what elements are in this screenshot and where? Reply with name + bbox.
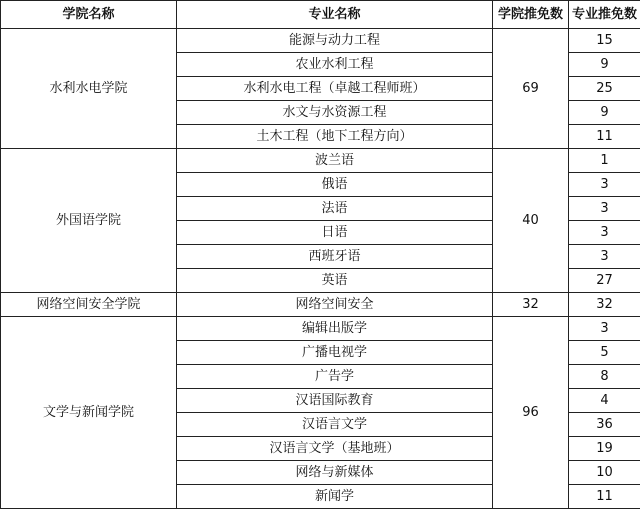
major-quota-cell: 9 — [569, 101, 640, 125]
major-name-cell: 广播电视学 — [177, 341, 493, 365]
major-name-cell: 新闻学 — [177, 485, 493, 509]
major-quota-cell: 4 — [569, 389, 640, 413]
major-quota-cell: 3 — [569, 317, 640, 341]
major-quota-cell: 10 — [569, 461, 640, 485]
major-name-cell: 英语 — [177, 269, 493, 293]
major-name-cell: 汉语国际教育 — [177, 389, 493, 413]
major-quota-cell: 27 — [569, 269, 640, 293]
college-name-cell: 网络空间安全学院 — [1, 293, 177, 317]
major-name-cell: 波兰语 — [177, 149, 493, 173]
major-quota-cell: 11 — [569, 485, 640, 509]
major-quota-cell: 5 — [569, 341, 640, 365]
college-name-cell: 文学与新闻学院 — [1, 317, 177, 509]
major-name-cell: 农业水利工程 — [177, 53, 493, 77]
college-quota-cell: 32 — [493, 293, 569, 317]
college-quota-cell: 96 — [493, 317, 569, 509]
college-quota-cell: 69 — [493, 29, 569, 149]
major-quota-cell: 32 — [569, 293, 640, 317]
header-major-quota: 专业推免数 — [569, 1, 640, 29]
header-major: 专业名称 — [177, 1, 493, 29]
header-college: 学院名称 — [1, 1, 177, 29]
college-name-cell: 水利水电学院 — [1, 29, 177, 149]
major-name-cell: 日语 — [177, 221, 493, 245]
major-name-cell: 编辑出版学 — [177, 317, 493, 341]
college-name-cell: 外国语学院 — [1, 149, 177, 293]
table-row — [1, 149, 640, 173]
major-quota-cell: 3 — [569, 197, 640, 221]
header-row — [1, 1, 640, 29]
major-quota-cell: 3 — [569, 221, 640, 245]
major-quota-cell: 3 — [569, 245, 640, 269]
major-name-cell: 水利水电工程（卓越工程师班） — [177, 77, 493, 101]
major-name-cell: 俄语 — [177, 173, 493, 197]
major-quota-cell: 8 — [569, 365, 640, 389]
major-name-cell: 西班牙语 — [177, 245, 493, 269]
major-name-cell: 网络空间安全 — [177, 293, 493, 317]
major-name-cell: 土木工程（地下工程方向） — [177, 125, 493, 149]
major-quota-cell: 15 — [569, 29, 640, 53]
major-name-cell: 水文与水资源工程 — [177, 101, 493, 125]
major-name-cell: 汉语言文学 — [177, 413, 493, 437]
table-row — [1, 29, 640, 53]
major-name-cell: 网络与新媒体 — [177, 461, 493, 485]
table-row — [1, 293, 640, 317]
major-quota-cell: 1 — [569, 149, 640, 173]
major-name-cell: 能源与动力工程 — [177, 29, 493, 53]
college-quota-cell: 40 — [493, 149, 569, 293]
major-quota-cell: 11 — [569, 125, 640, 149]
major-quota-cell: 19 — [569, 437, 640, 461]
major-quota-cell: 9 — [569, 53, 640, 77]
major-quota-cell: 25 — [569, 77, 640, 101]
major-name-cell: 法语 — [177, 197, 493, 221]
major-name-cell: 汉语言文学（基地班） — [177, 437, 493, 461]
major-quota-cell: 36 — [569, 413, 640, 437]
major-name-cell: 广告学 — [177, 365, 493, 389]
table-body — [1, 29, 640, 509]
header-college-quota: 学院推免数 — [493, 1, 569, 29]
table-row — [1, 317, 640, 341]
major-quota-cell: 3 — [569, 173, 640, 197]
